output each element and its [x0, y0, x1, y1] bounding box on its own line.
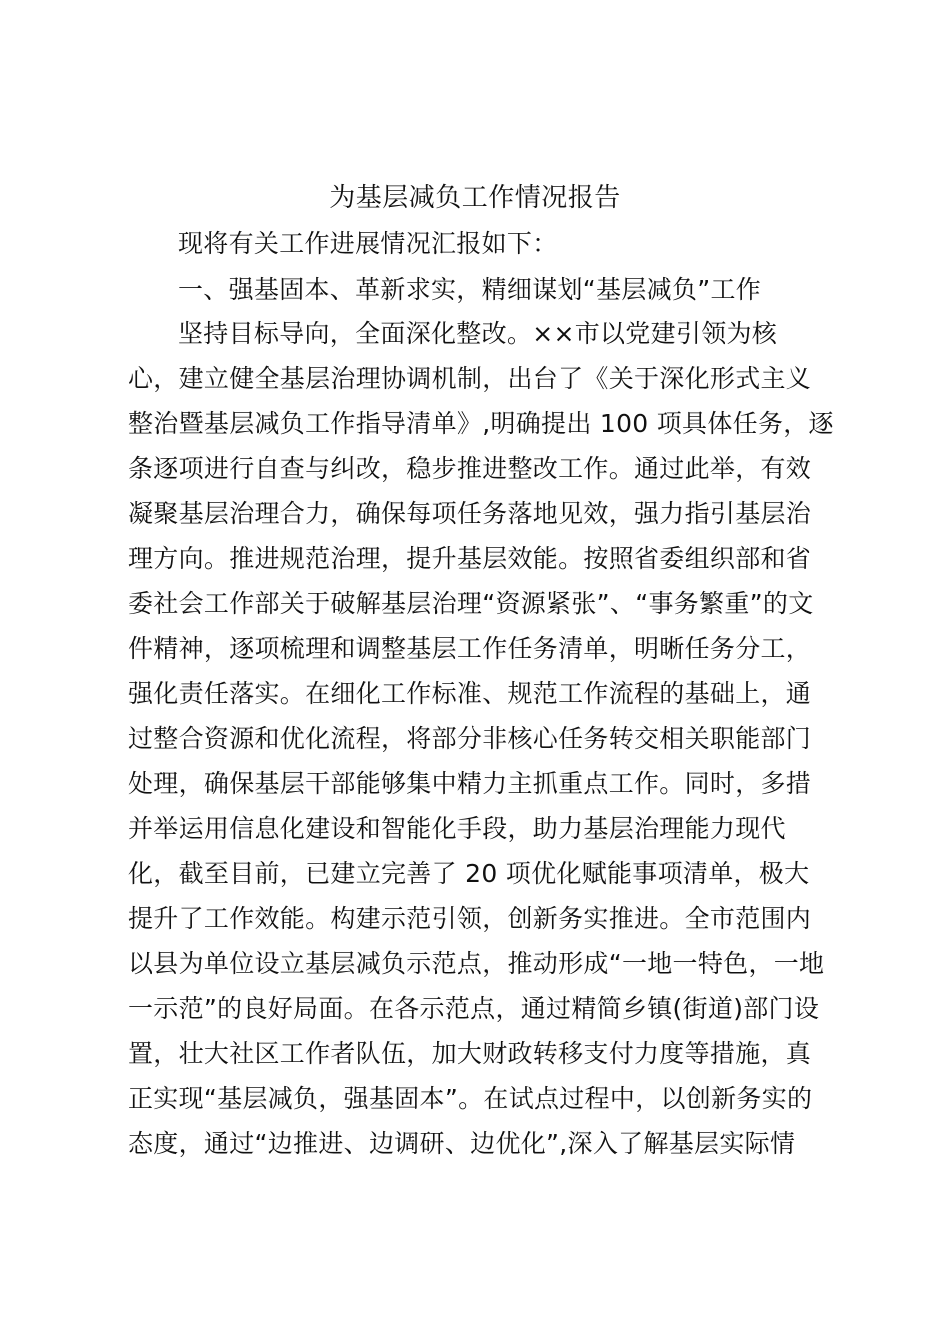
body-line: 置，壮大社区工作者队伍，加大财政转移支付力度等措施，真 [128, 1039, 812, 1068]
body-line: 态度，通过“边推进、边调研、边优化”,深入了解基层实际情 [128, 1129, 796, 1158]
body-line: 强化责任落实。在细化工作标准、规范工作流程的基础上，通 [128, 679, 812, 708]
body-line: 心，建立健全基层治理协调机制，出台了《关于深化形式主义 [128, 364, 812, 393]
body-line: 整治暨基层减负工作指导清单》,明确提出 100 项具体任务，逐 [128, 409, 834, 438]
intro-paragraph: 现将有关工作进展情况汇报如下： [178, 229, 558, 258]
body-line: 处理，确保基层干部能够集中精力主抓重点工作。同时，多措 [128, 769, 812, 798]
section-heading: 一、强基固本、革新求实，精细谋划“基层减负”工作 [178, 275, 762, 304]
body-line: 正实现“基层减负，强基固本”。在试点过程中，以创新务实的 [128, 1084, 813, 1113]
body-line: 以县为单位设立基层减负示范点，推动形成“一地一特色，一地 [128, 949, 825, 978]
body-line: 件精神，逐项梳理和调整基层工作任务清单，明晰任务分工， [128, 634, 812, 663]
body-line: 坚持目标导向，全面深化整改。××市以党建引领为核 [178, 319, 778, 348]
body-line: 凝聚基层治理合力，确保每项任务落地见效，强力指引基层治 [128, 499, 812, 528]
document-title: 为基层减负工作情况报告 [329, 183, 621, 213]
body-line: 条逐项进行自查与纠改，稳步推进整改工作。通过此举，有效 [128, 454, 812, 483]
body-line: 提升了工作效能。构建示范引领，创新务实推进。全市范围内 [128, 904, 812, 933]
body-line: 委社会工作部关于破解基层治理“资源紧张”、“事务繁重”的文 [128, 589, 814, 618]
body-line: 理方向。推进规范治理，提升基层效能。按照省委组织部和省 [128, 544, 812, 573]
body-line: 并举运用信息化建设和智能化手段，助力基层治理能力现代 [128, 814, 786, 843]
body-line: 过整合资源和优化流程，将部分非核心任务转交相关职能部门 [128, 724, 812, 753]
body-line: 一示范”的良好局面。在各示范点，通过精简乡镇(街道)部门设 [128, 994, 820, 1023]
body-line: 化，截至目前，已建立完善了 20 项优化赋能事项清单，极大 [128, 859, 810, 888]
